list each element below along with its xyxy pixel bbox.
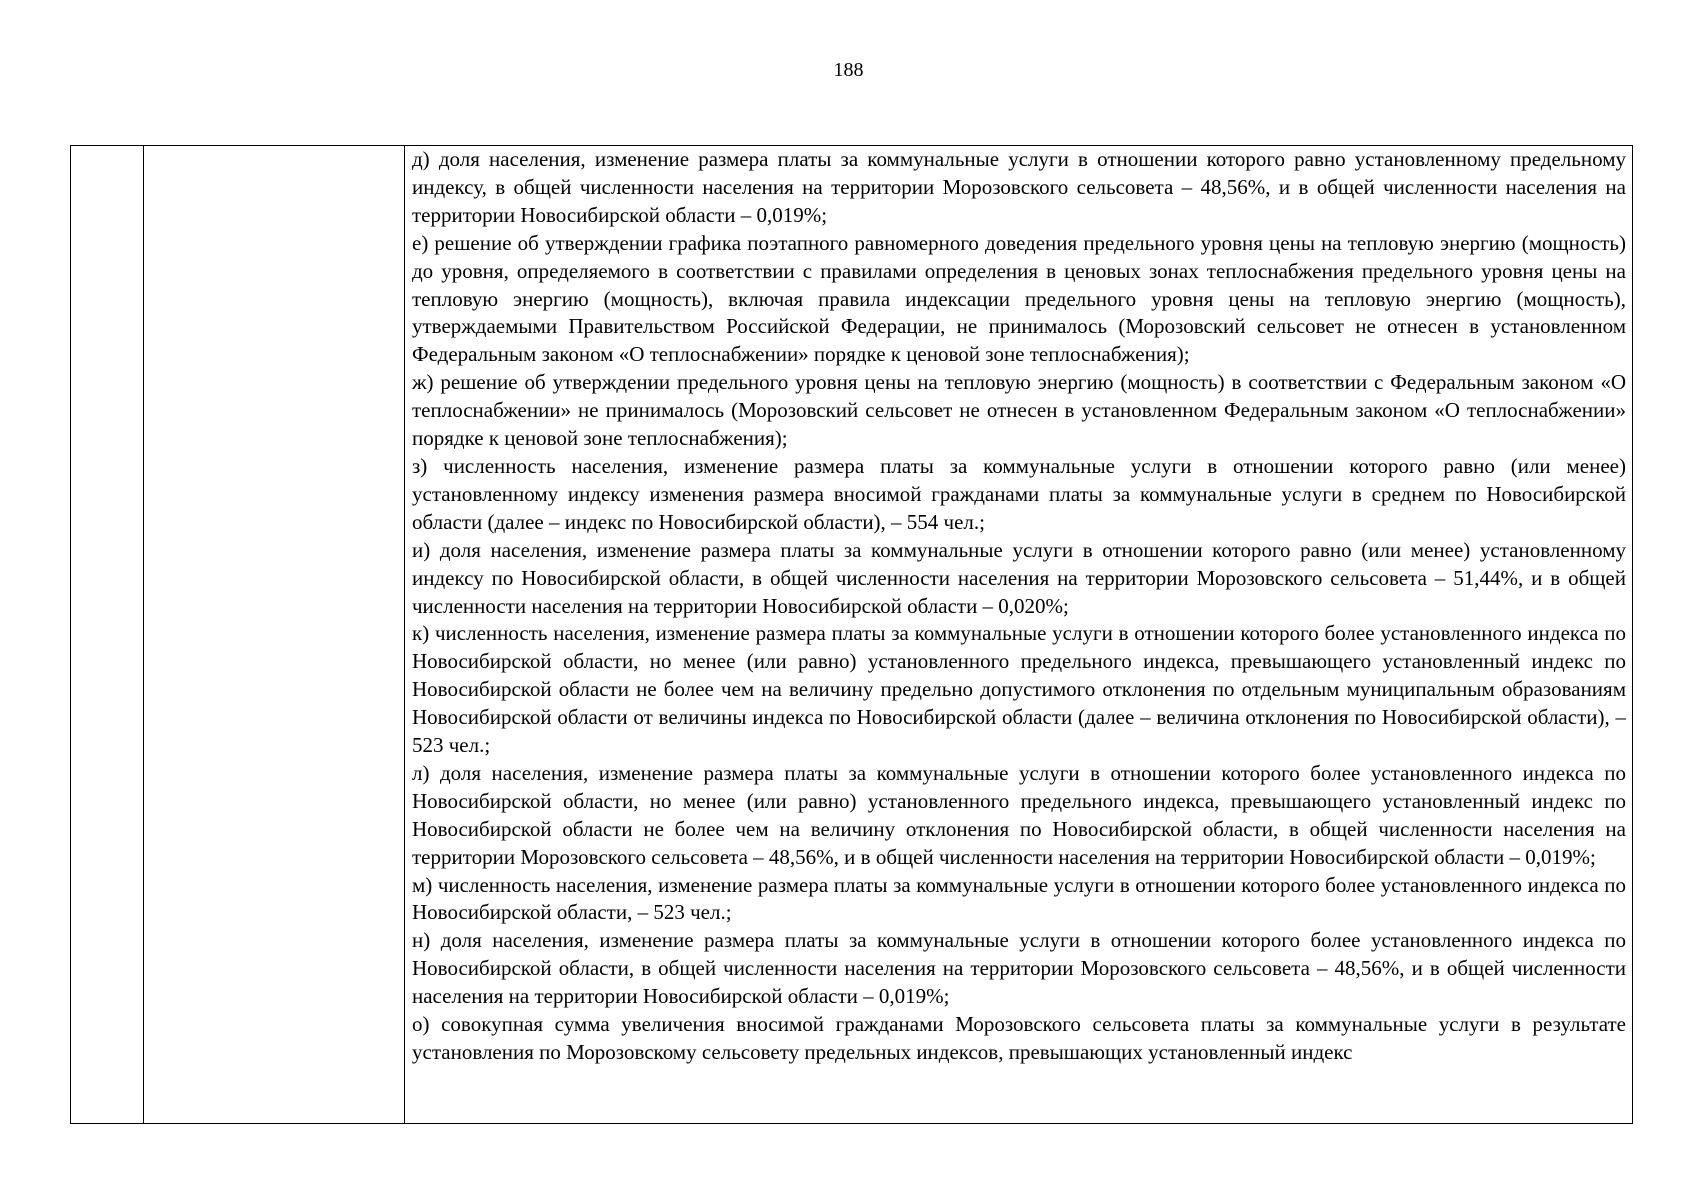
paragraph-n: н) доля населения, изменение размера платы за коммунальные услуги в отношении которого более установленного индекса по Новосибирской области, в общей численности населения на территории Морозовского сельсовета – 48,56%, и в общей численности населения на территории Новосибирской области – 0,019%; [412,928,1626,1009]
paragraph-l: л) доля населения, изменение размера платы за коммунальные услуги в отношении которого более установленного индекса по Новосибирской области, но менее (или равно) установленного предельного индекса, превышающего установленный индекс по Новосибирской области не более чем на величину отклонения по Новосибирской области, в общей численности населения на территории Морозовского сельсовета – 48,56%, и в общей численности населения на территории Новосибирской области – 0,019%; [412,760,1626,869]
paragraph-d: д) доля населения, изменение размера платы за коммунальные услуги в отношении которого равно установленному предельному индексу, в общей численности населения на территории Морозовского сельсовета – 48,56%, и в общей численности населения на территории Новосибирской области – 0,019%; [412,147,1626,227]
paragraph-z: з) численность населения, изменение размера платы за коммунальные услуги в отношении которого равно (или менее) установленному индексу изменения размера вносимой гражданами платы за коммунальные услуги в среднем по Новосибирской области (далее – индекс по Новосибирской области), – 554 чел.; [412,453,1626,534]
paragraph-k: к) численность населения, изменение размера платы за коммунальные услуги в отношении которого более установленного индекса по Новосибирской области, но менее (или равно) установленного предельного индекса, превышающего установленный индекс по Новосибирской области не более чем на величину предельно допустимого отклонения по отдельным муниципальным образованиям Новосибирской области от величины индекса по Новосибирской области (далее – величина отклонения по Новосибирской области), – 523 чел.; [412,621,1626,758]
page-number: 188 [833,59,864,81]
paragraph-e: е) решение об утверждении графика поэтапного равномерного доведения предельного уровня цены на тепловую энергию (мощность) до уровня, определяемого в соответствии с правилами определения в ценовых зонах теплоснабжения предельного уровня цены на тепловую энергию (мощность), включая правила индексации предельного уровня цены на тепловую энергию (мощность), утверждаемыми Правительством Российской Федерации, не принималось (Морозовский сельсовет не отнесен в установленном Федеральным законом «О теплоснабжении» порядке к ценовой зоне теплоснабжения); [412,230,1626,367]
table-cell-content [405,146,1633,1124]
table-row [71,146,1633,1124]
table-cell-name [144,146,405,1124]
document-table [70,145,1633,1124]
paragraph-i: и) доля населения, изменение размера платы за коммунальные услуги в отношении которого равно (или менее) установленному индексу по Новосибирской области, в общей численности населения на территории Морозовского сельсовета – 51,44%, и в общей численности населения на территории Новосибирской области – 0,020%; [412,537,1626,618]
table-cell-number [71,146,144,1124]
paragraph-o: о) совокупная сумма увеличения вносимой гражданами Морозовского сельсовета платы за коммунальные услуги в результате установления по Морозовскому сельсовету предельных индексов, превышающих установленный индекс [412,1012,1626,1064]
paragraph-zh: ж) решение об утверждении предельного уровня цены на тепловую энергию (мощность) в соответствии с Федеральным законом «О теплоснабжении» не принималось (Морозовский сельсовет не отнесен в установленном Федеральным законом «О теплоснабжении» порядке к ценовой зоне теплоснабжения); [412,370,1626,451]
paragraph-m: м) численность населения, изменение размера платы за коммунальные услуги в отношении которого более установленного индекса по Новосибирской области, – 523 чел.; [412,872,1626,925]
